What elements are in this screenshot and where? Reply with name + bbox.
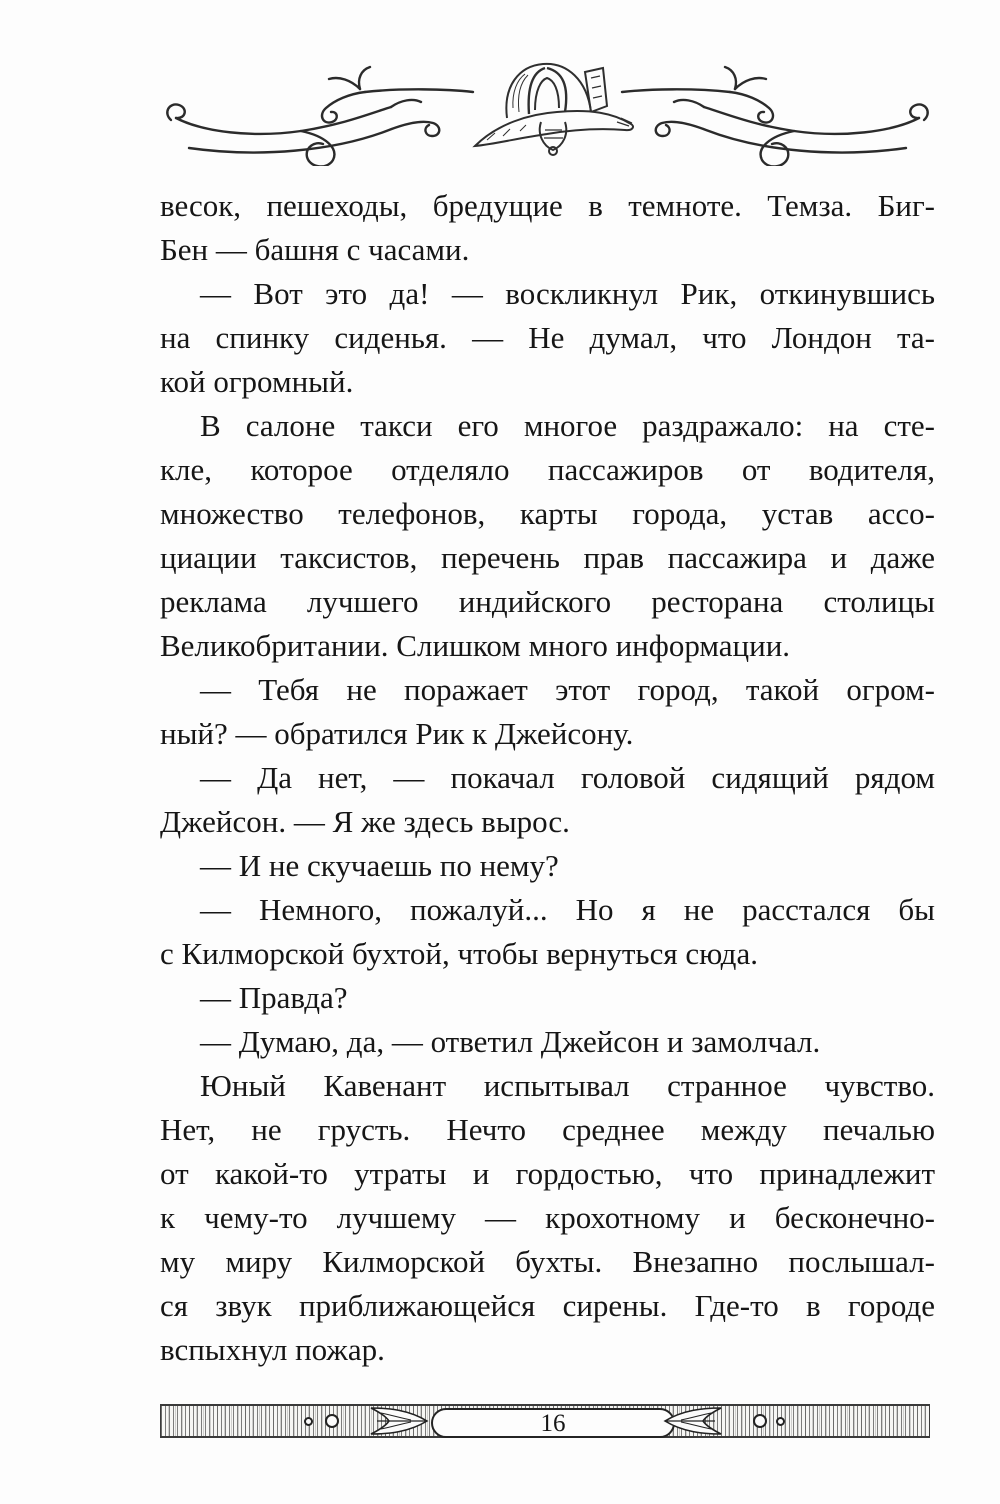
text-line: — Правда? bbox=[200, 980, 348, 1015]
footer-ring-icon bbox=[304, 1417, 313, 1426]
text-line: ный? — обратился Рик к Джейсону. bbox=[160, 716, 634, 751]
fleuron-icon bbox=[663, 1407, 725, 1435]
text-line: Великобритании. Слишком много информации. bbox=[160, 628, 791, 663]
text-line: В салоне такси его многое раздражало: на сте- bbox=[200, 408, 935, 443]
fire-helmet-icon bbox=[475, 64, 633, 155]
text-line: циации таксистов, перечень прав пассажира и даже bbox=[160, 540, 935, 575]
text-line: — Вот это да! — воскликнул Рик, откинувшись bbox=[200, 276, 935, 311]
text-line: весок, пешеходы, бредущие в темноте. Темза. Биг- bbox=[160, 188, 935, 223]
text-line: вспыхнул пожар. bbox=[160, 1332, 385, 1367]
text-line: Джейсон. — Я же здесь вырос. bbox=[160, 804, 570, 839]
footer-ring-icon bbox=[325, 1414, 339, 1428]
text-line: — Тебя не поражает этот город, такой огром- bbox=[200, 672, 935, 707]
text-line: от какой-то утраты и гордостью, что принадлежит bbox=[160, 1156, 935, 1191]
text-line: — И не скучаешь по нему? bbox=[200, 848, 559, 883]
page-text bbox=[160, 184, 935, 1372]
text-line: му миру Килморской бухты. Внезапно послышал- bbox=[160, 1244, 935, 1279]
text-line: — Да нет, — покачал головой сидящий рядом bbox=[200, 760, 935, 795]
text-line: Юный Кавенант испытывал странное чувство. bbox=[200, 1068, 935, 1103]
text-line: Нет, не грусть. Нечто среднее между печалью bbox=[160, 1112, 935, 1147]
text-line: кле, которое отделяло пассажиров от водителя, bbox=[160, 452, 935, 487]
calligraphic-flourish-left-icon bbox=[167, 67, 473, 166]
text-line: кой огромный. bbox=[160, 364, 354, 399]
text-line: к чему-то лучшему — крохотному и бесконечно- bbox=[160, 1200, 935, 1235]
text-line: с Килморской бухтой, чтобы вернуться сюда. bbox=[160, 936, 758, 971]
page-number: 16 bbox=[540, 1409, 566, 1437]
calligraphic-flourish-right-icon bbox=[622, 67, 928, 166]
page-number-pill bbox=[431, 1408, 675, 1438]
header-ornament-svg bbox=[155, 56, 940, 166]
text-line: множество телефонов, карты города, устав ассо- bbox=[160, 496, 935, 531]
text-line: на спинку сиденья. — Не думал, что Лондон та- bbox=[160, 320, 935, 355]
page-footer-ornament bbox=[160, 1404, 930, 1438]
page-header-ornament bbox=[155, 56, 940, 166]
footer-ring-icon bbox=[776, 1417, 785, 1426]
text-line: реклама лучшего индийского ресторана столицы bbox=[160, 584, 935, 619]
text-line: ся звук приближающейся сирены. Где-то в городе bbox=[160, 1288, 935, 1323]
text-line: — Немного, пожалуй... Но я не расстался бы bbox=[200, 892, 935, 927]
text-line: Бен — башня с часами. bbox=[160, 232, 470, 267]
fleuron-icon bbox=[367, 1407, 429, 1435]
footer-ring-icon bbox=[753, 1414, 767, 1428]
text-line: — Думаю, да, — ответил Джейсон и замолчал. bbox=[200, 1024, 821, 1059]
